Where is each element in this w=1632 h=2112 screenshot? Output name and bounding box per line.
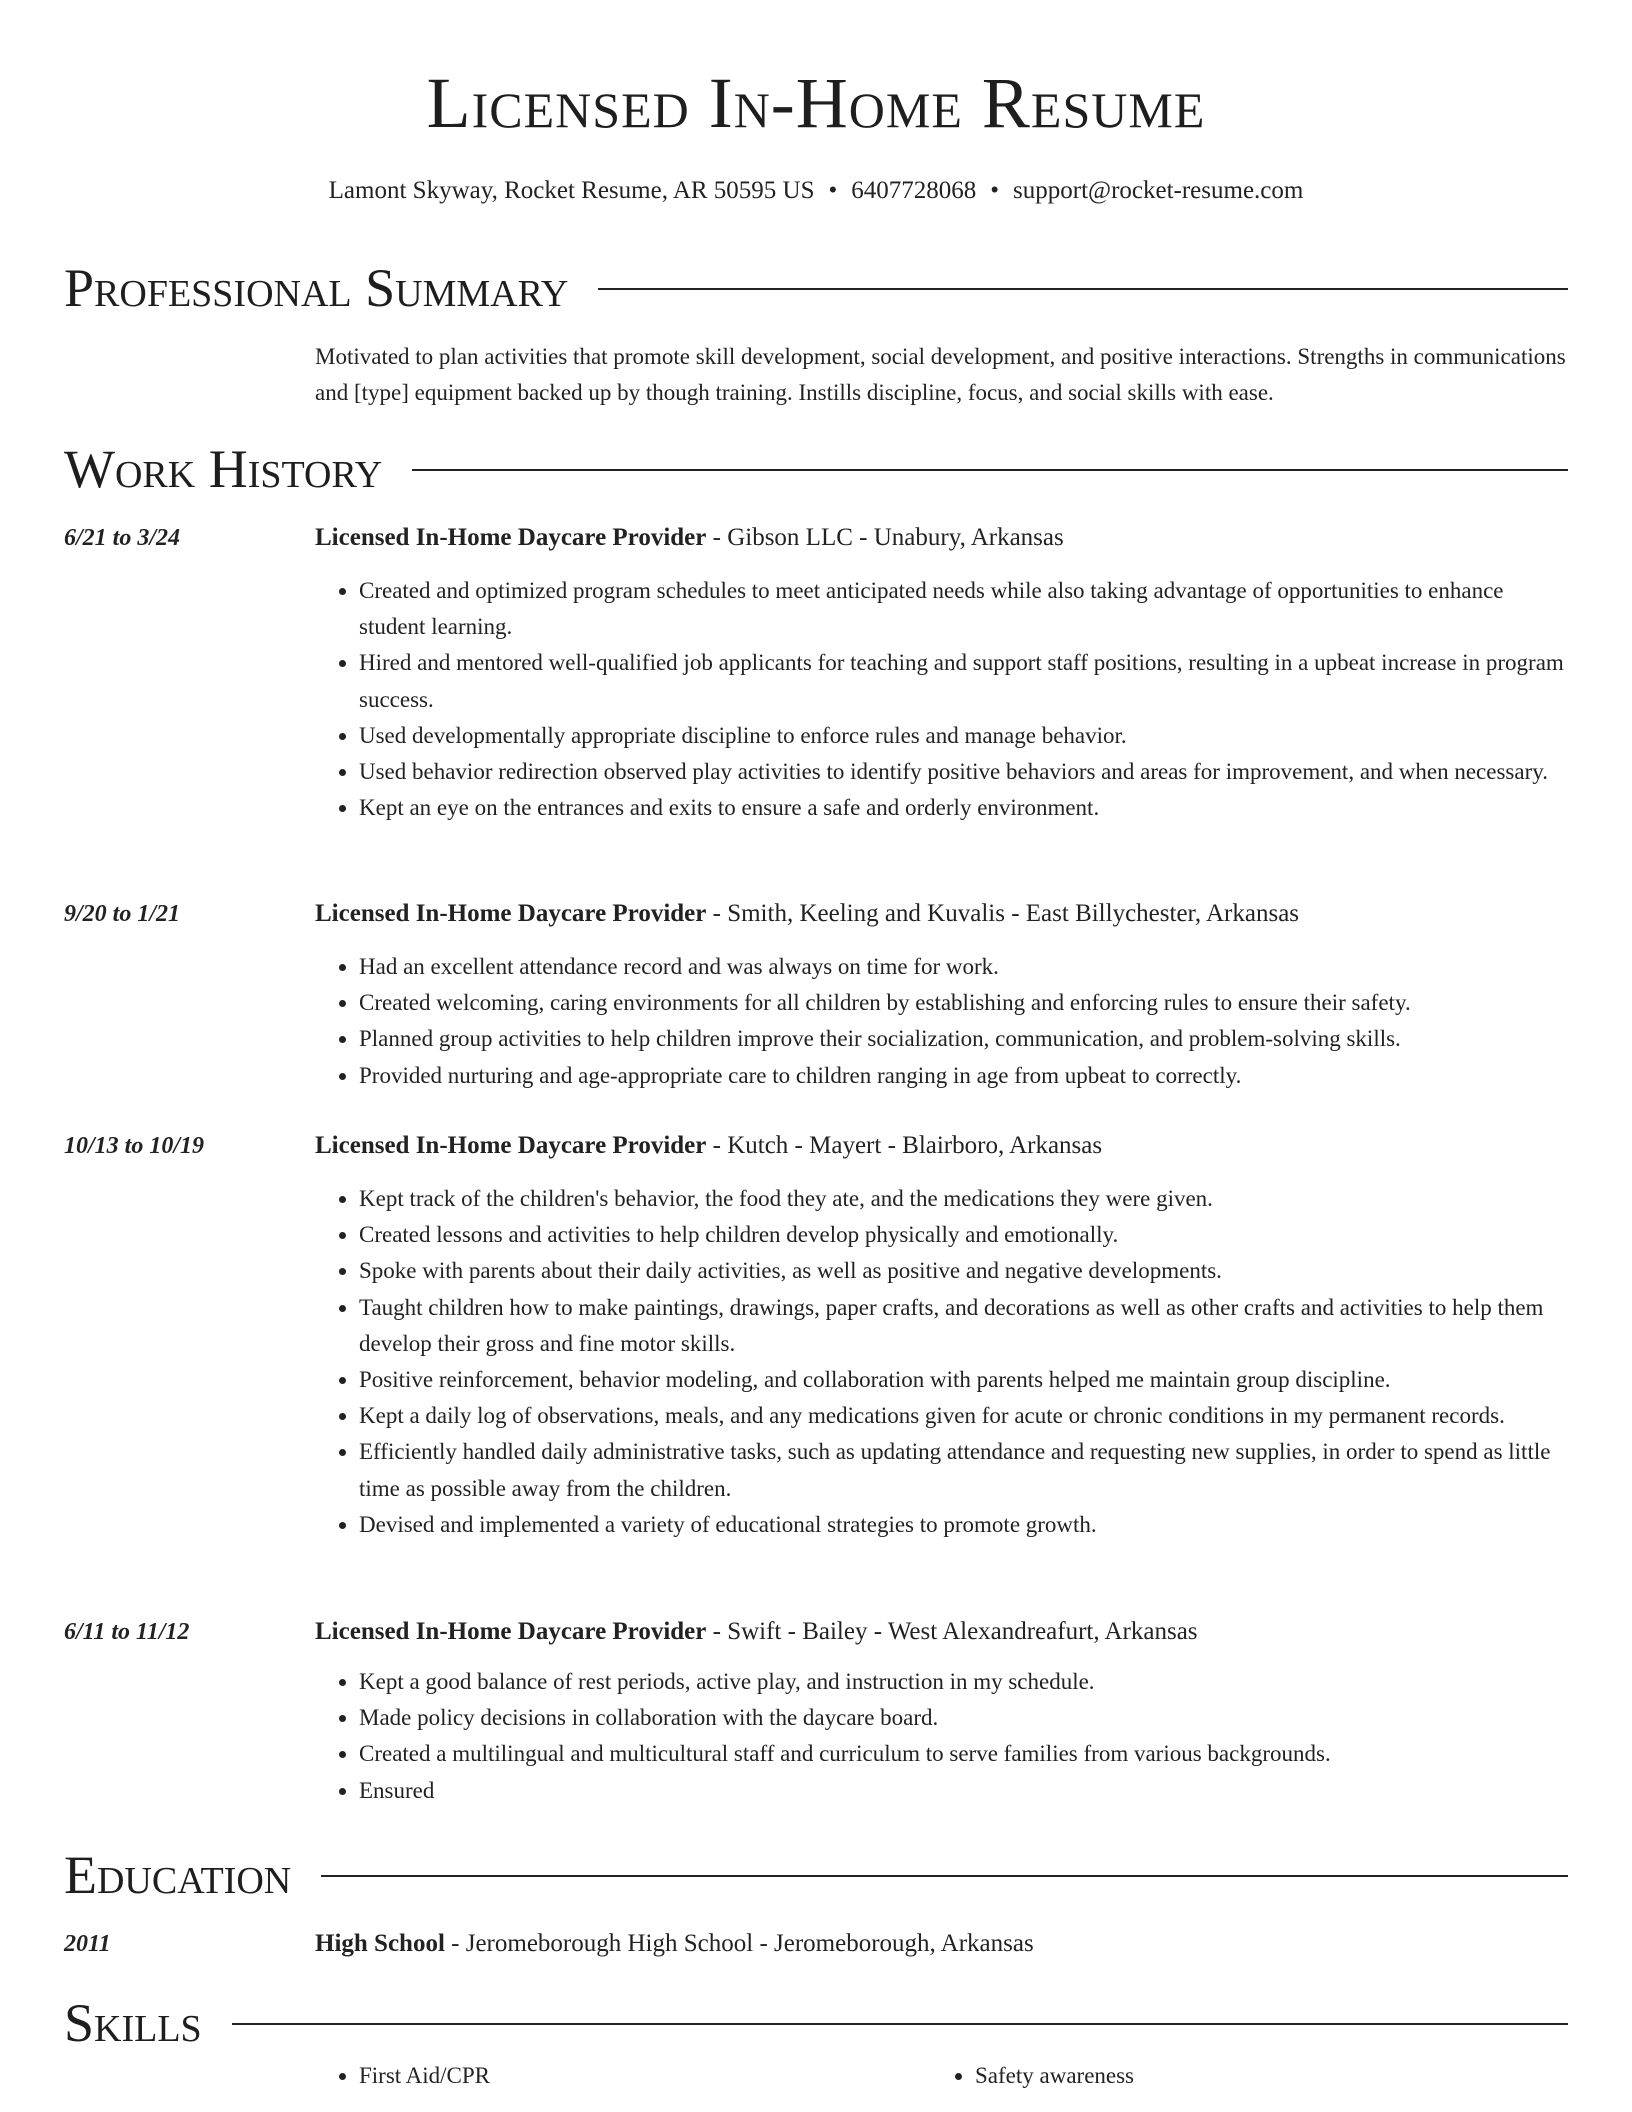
job-bullet: • Taught children how to make paintings, drawings, paper crafts, and decorations as well as other crafts and activities to help them develop their gross and fine motor skills. xyxy=(359,1290,1568,1362)
job-bullet: • Hired and mentored well-qualified job applicants for teaching and support staff positions, resulting in a upbeat increase in program success. xyxy=(359,645,1568,717)
job-bullet: • Used behavior redirection observed play activities to identify positive behaviors and areas for improvement, and when necessary. xyxy=(359,754,1568,790)
job-dates: 6/21 to 3/24 xyxy=(64,525,181,551)
job-employer: - Kutch - Mayert - Blairboro, Arkansas xyxy=(706,1132,1103,1159)
job-employer: - Swift - Bailey - West Alexandreafurt, Arkansas xyxy=(706,1618,1198,1645)
job-bullet: • Made policy decisions in collaboration with the daycare board. xyxy=(359,1700,1568,1736)
contact-line xyxy=(0,174,1632,208)
job-bullet: • Planned group activities to help children improve their socialization, communication, and problem-solving skills. xyxy=(359,1021,1568,1057)
education-year: 2011 xyxy=(64,1931,111,1957)
section-title-summary: Professional Summary xyxy=(64,256,598,320)
job-bullet: • Had an excellent attendance record and was always on time for work. xyxy=(359,949,1568,985)
job-bullet: • Created and optimized program schedules to meet anticipated needs while also taking advantage of opportunities to enhance student learning. xyxy=(359,573,1568,645)
job-employer: - Smith, Keeling and Kuvalis - East Billychester, Arkansas xyxy=(706,900,1300,927)
job-bullet: • Kept a daily log of observations, meals, and any medications given for acute or chronic conditions in my permanent records. xyxy=(359,1398,1568,1434)
job-bullet: • Spoke with parents about their daily activities, as well as positive and negative developments. xyxy=(359,1253,1568,1289)
section-header-work-history xyxy=(64,437,1568,501)
job-bullet: • Kept track of the children's behavior, the food they ate, and the medications they were given. xyxy=(359,1181,1568,1217)
job-heading xyxy=(315,896,1568,932)
job-dates: 10/13 to 10/19 xyxy=(64,1133,205,1159)
job-bullets xyxy=(315,1664,1568,1809)
job-role: Licensed In-Home Daycare Provider xyxy=(315,1618,707,1645)
job-bullets xyxy=(315,573,1568,826)
section-header-education xyxy=(64,1843,1568,1907)
job-bullet: • Created welcoming, caring environments for all children by establishing and enforcing rules to ensure their safety. xyxy=(359,985,1568,1021)
job-heading xyxy=(315,520,1568,556)
section-title-education: Education xyxy=(64,1843,321,1907)
job-dates: 9/20 to 1/21 xyxy=(64,901,181,927)
education-degree: High School xyxy=(315,1930,445,1957)
job-bullet: • Devised and implemented a variety of educational strategies to promote growth. xyxy=(359,1507,1568,1543)
section-header-skills xyxy=(64,1991,1568,2055)
contact-address: Lamont Skyway, Rocket Resume, AR 50595 US xyxy=(328,177,815,204)
job-bullet: • Ensured xyxy=(359,1773,1568,1809)
job-bullet: • Created a multilingual and multicultural staff and curriculum to serve families from various backgrounds. xyxy=(359,1736,1568,1772)
section-divider xyxy=(64,2023,1568,2025)
job-bullets xyxy=(315,949,1568,1094)
job-bullet: • Used developmentally appropriate discipline to enforce rules and manage behavior. xyxy=(359,718,1568,754)
job-dates: 6/11 to 11/12 xyxy=(64,1619,190,1645)
resume-title: Licensed In-Home Resume xyxy=(426,63,1206,143)
job-role: Licensed In-Home Daycare Provider xyxy=(315,900,707,927)
job-heading xyxy=(315,1614,1568,1650)
job-heading xyxy=(315,1128,1568,1164)
job-employer: - Gibson LLC - Unabury, Arkansas xyxy=(706,524,1064,551)
contact-separator: • xyxy=(828,177,838,204)
contact-phone: 6407728068 xyxy=(851,177,977,204)
summary-text: Motivated to plan activities that promote skill development, social development, and positive interactions. Strengths in communications and [type] equipment backed up by though training. Instills discipline, focus, and social skills with ease. xyxy=(315,344,1566,405)
job-bullet: • Positive reinforcement, behavior modeling, and collaboration with parents helped me maintain group discipline. xyxy=(359,1362,1568,1398)
section-title-skills: Skills xyxy=(64,1991,232,2055)
skill-item: • Safety awareness xyxy=(975,2058,1134,2094)
job-role: Licensed In-Home Daycare Provider xyxy=(315,524,707,551)
section-title-work-history: Work History xyxy=(64,437,412,501)
contact-separator: • xyxy=(990,177,1000,204)
skills-column-right xyxy=(931,2058,1134,2094)
job-role: Licensed In-Home Daycare Provider xyxy=(315,1132,707,1159)
section-header-summary xyxy=(64,256,1568,320)
contact-email: support@rocket-resume.com xyxy=(1013,177,1304,204)
job-bullet: • Created lessons and activities to help children develop physically and emotionally. xyxy=(359,1217,1568,1253)
education-school: - Jeromeborough High School - Jeromeborough, Arkansas xyxy=(444,1930,1034,1957)
education-heading xyxy=(315,1926,1568,1962)
job-bullet: • Efficiently handled daily administrative tasks, such as updating attendance and requesting new supplies, in order to spend as little time as possible away from the children. xyxy=(359,1434,1568,1506)
job-bullet: • Provided nurturing and age-appropriate care to children ranging in age from upbeat to correctly. xyxy=(359,1058,1568,1094)
skill-item: • First Aid/CPR xyxy=(359,2058,490,2094)
job-bullet: • Kept a good balance of rest periods, active play, and instruction in my schedule. xyxy=(359,1664,1568,1700)
skills-column-left xyxy=(315,2058,490,2094)
job-bullets xyxy=(315,1181,1568,1543)
job-bullet: • Kept an eye on the entrances and exits to ensure a safe and orderly environment. xyxy=(359,790,1568,826)
